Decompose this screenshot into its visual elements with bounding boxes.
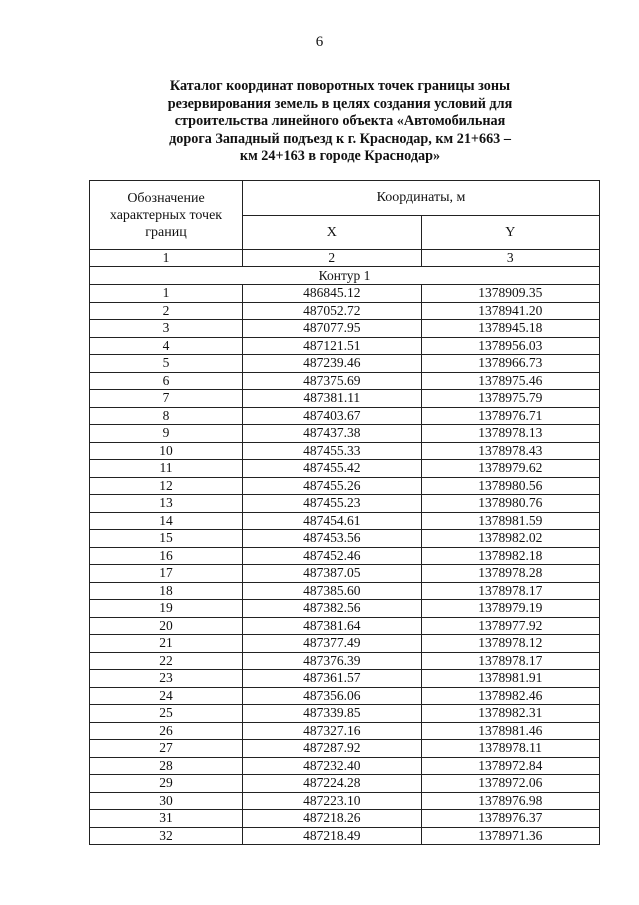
coordinate-x: 487224.28 [243, 775, 422, 793]
coordinate-y: 1378975.46 [421, 372, 600, 390]
point-number: 26 [90, 722, 243, 740]
point-number: 9 [90, 425, 243, 443]
table-row [90, 372, 600, 390]
coordinate-x: 487454.61 [243, 512, 422, 530]
coordinate-x: 487232.40 [243, 757, 422, 775]
point-number: 16 [90, 547, 243, 565]
table-row [90, 582, 600, 600]
coordinate-y: 1378978.17 [421, 582, 600, 600]
coordinate-y: 1378982.02 [421, 530, 600, 548]
table-row [90, 652, 600, 670]
coordinate-x: 487381.64 [243, 617, 422, 635]
table-row [90, 547, 600, 565]
point-number: 4 [90, 337, 243, 355]
coordinate-x: 487381.11 [243, 390, 422, 408]
table-row [90, 792, 600, 810]
coordinate-x: 487385.60 [243, 582, 422, 600]
table-row [90, 425, 600, 443]
point-number: 17 [90, 565, 243, 583]
table-row [90, 285, 600, 303]
table-row [90, 775, 600, 793]
coordinate-y: 1378982.46 [421, 687, 600, 705]
point-number: 18 [90, 582, 243, 600]
coordinate-y: 1378981.46 [421, 722, 600, 740]
point-number: 29 [90, 775, 243, 793]
coordinate-y: 1378982.31 [421, 705, 600, 723]
coordinate-y: 1378978.17 [421, 652, 600, 670]
point-number: 6 [90, 372, 243, 390]
point-number: 23 [90, 670, 243, 688]
coordinate-x: 487377.49 [243, 635, 422, 653]
coordinate-y: 1378982.18 [421, 547, 600, 565]
coordinate-y: 1378972.84 [421, 757, 600, 775]
coordinate-x: 487455.23 [243, 495, 422, 513]
table-row [90, 565, 600, 583]
coordinate-y: 1378945.18 [421, 320, 600, 338]
coordinate-y: 1378981.91 [421, 670, 600, 688]
title-line: дорога Западный подъезд к г. Краснодар, км 21+663 – [169, 130, 511, 147]
point-number: 31 [90, 810, 243, 828]
column-number: 3 [421, 250, 600, 267]
table-row [90, 512, 600, 530]
point-number: 5 [90, 355, 243, 373]
coordinates-table [89, 180, 600, 845]
column-number: 1 [90, 250, 243, 267]
coordinate-y: 1378941.20 [421, 302, 600, 320]
table-row [90, 635, 600, 653]
coordinate-x: 487452.46 [243, 547, 422, 565]
header-coordinates: Координаты, м [243, 181, 600, 216]
coordinate-y: 1378976.98 [421, 792, 600, 810]
table-row [90, 530, 600, 548]
table-row [90, 705, 600, 723]
table-row [90, 442, 600, 460]
point-number: 22 [90, 652, 243, 670]
coordinate-x: 487375.69 [243, 372, 422, 390]
coordinate-x: 487455.26 [243, 477, 422, 495]
coordinate-x: 487327.16 [243, 722, 422, 740]
table-row [90, 687, 600, 705]
table-row [90, 827, 600, 845]
table-row [90, 670, 600, 688]
point-number: 21 [90, 635, 243, 653]
title-line: резервирования земель в целях создания условий для [167, 95, 513, 112]
coordinate-y: 1378981.59 [421, 512, 600, 530]
column-number: 2 [243, 250, 422, 267]
contour-label: Контур 1 [90, 267, 600, 285]
coordinate-y: 1378978.28 [421, 565, 600, 583]
table-row [90, 600, 600, 618]
coordinate-x: 487223.10 [243, 792, 422, 810]
table-row [90, 320, 600, 338]
table-row [90, 477, 600, 495]
coordinate-x: 487121.51 [243, 337, 422, 355]
point-number: 24 [90, 687, 243, 705]
table-row [90, 407, 600, 425]
table-row [90, 810, 600, 828]
point-number: 15 [90, 530, 243, 548]
coordinate-y: 1378972.06 [421, 775, 600, 793]
contour-row [90, 267, 600, 285]
coordinate-x: 487455.42 [243, 460, 422, 478]
table-row [90, 390, 600, 408]
point-number: 8 [90, 407, 243, 425]
coordinate-y: 1378909.35 [421, 285, 600, 303]
coordinate-y: 1378977.92 [421, 617, 600, 635]
coordinate-x: 487453.56 [243, 530, 422, 548]
header-y: Y [421, 216, 600, 250]
title-line: строительства линейного объекта «Автомобильная [174, 113, 506, 129]
coordinate-y: 1378979.19 [421, 600, 600, 618]
point-number: 11 [90, 460, 243, 478]
coordinate-x: 487437.38 [243, 425, 422, 443]
point-number: 7 [90, 390, 243, 408]
point-number: 20 [90, 617, 243, 635]
header-designation: Обозначение характерных точек границ [90, 181, 243, 250]
coordinate-x: 487382.56 [243, 600, 422, 618]
point-number: 2 [90, 302, 243, 320]
coordinate-x: 487218.49 [243, 827, 422, 845]
coordinate-x: 487455.33 [243, 442, 422, 460]
table-row [90, 302, 600, 320]
coordinate-x: 487077.95 [243, 320, 422, 338]
title-line: Каталог координат поворотных точек границы зоны [169, 78, 511, 94]
coordinate-x: 487403.67 [243, 407, 422, 425]
coordinate-y: 1378980.56 [421, 477, 600, 495]
table-row [90, 722, 600, 740]
point-number: 27 [90, 740, 243, 758]
coordinate-x: 487387.05 [243, 565, 422, 583]
coordinate-x: 487218.26 [243, 810, 422, 828]
point-number: 28 [90, 757, 243, 775]
table-row [90, 495, 600, 513]
coordinate-y: 1378956.03 [421, 337, 600, 355]
coordinate-x: 487356.06 [243, 687, 422, 705]
point-number: 12 [90, 477, 243, 495]
point-number: 3 [90, 320, 243, 338]
coordinate-x: 487361.57 [243, 670, 422, 688]
header-x: X [243, 216, 422, 250]
coordinate-x: 486845.12 [243, 285, 422, 303]
coordinate-y: 1378976.37 [421, 810, 600, 828]
coordinate-y: 1378978.13 [421, 425, 600, 443]
coordinate-y: 1378966.73 [421, 355, 600, 373]
coordinate-x: 487376.39 [243, 652, 422, 670]
coordinate-x: 487239.46 [243, 355, 422, 373]
coordinate-y: 1378971.36 [421, 827, 600, 845]
coordinate-y: 1378978.12 [421, 635, 600, 653]
table-row [90, 355, 600, 373]
table-row [90, 757, 600, 775]
coordinate-y: 1378979.62 [421, 460, 600, 478]
column-numbers-row [90, 250, 600, 267]
title-line: км 24+163 в городе Краснодар» [239, 148, 441, 164]
coordinate-x: 487287.92 [243, 740, 422, 758]
point-number: 32 [90, 827, 243, 845]
point-number: 13 [90, 495, 243, 513]
coordinate-y: 1378978.43 [421, 442, 600, 460]
coordinate-x: 487052.72 [243, 302, 422, 320]
point-number: 30 [90, 792, 243, 810]
table-row [90, 460, 600, 478]
coordinate-y: 1378980.76 [421, 495, 600, 513]
point-number: 10 [90, 442, 243, 460]
table-row [90, 617, 600, 635]
page-number: 6 [315, 34, 324, 50]
document-title [130, 78, 550, 166]
coordinate-y: 1378975.79 [421, 390, 600, 408]
point-number: 25 [90, 705, 243, 723]
point-number: 14 [90, 512, 243, 530]
point-number: 19 [90, 600, 243, 618]
coordinate-x: 487339.85 [243, 705, 422, 723]
table-row [90, 740, 600, 758]
coordinate-y: 1378978.11 [421, 740, 600, 758]
point-number: 1 [90, 285, 243, 303]
coordinate-y: 1378976.71 [421, 407, 600, 425]
table-row [90, 337, 600, 355]
